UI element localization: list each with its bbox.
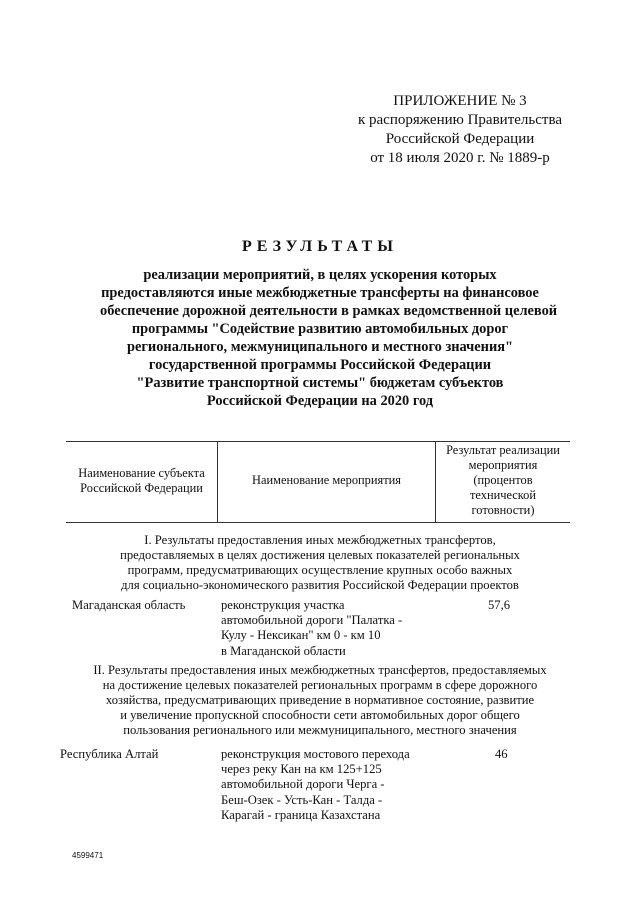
document-number: 4599471 bbox=[72, 851, 104, 860]
section-heading-line: I. Результаты предоставления иных межбюджетных трансфертов, bbox=[144, 533, 496, 547]
section-heading-line: хозяйства, предусматривающих приведение в нормативное состояние, развитие bbox=[105, 693, 535, 707]
section-heading-line: и увеличение пропускной способности сети автомобильных дорог общего bbox=[120, 708, 520, 722]
subtitle-line: регионального, межмуниципального и местного значения" bbox=[126, 339, 514, 355]
section-heading-line: на достижение целевых показателей региональных программ в сфере дорожного bbox=[102, 678, 538, 692]
document-title: РЕЗУЛЬТАТЫ bbox=[241, 238, 399, 255]
row-value: 46 bbox=[495, 747, 508, 761]
row-event bbox=[221, 747, 410, 823]
row-event-line: через реку Кан на км 125+125 bbox=[221, 762, 382, 777]
header-result bbox=[436, 443, 570, 518]
header-result-line: (процентов bbox=[473, 473, 533, 487]
table-header-top-border bbox=[66, 441, 570, 442]
table-header-bottom-border bbox=[66, 522, 570, 523]
row-region: Республика Алтай bbox=[60, 747, 159, 761]
header-result-line: готовности) bbox=[471, 503, 535, 517]
row-event-line: Кулу - Нексикан" км 0 - км 10 bbox=[221, 628, 381, 643]
header-result-line: мероприятия bbox=[468, 458, 538, 472]
row-event-line: автомобильной дороги "Палатка - bbox=[221, 613, 403, 628]
subtitle-line: Российской Федерации на 2020 год bbox=[206, 393, 434, 409]
annex-title: ПРИЛОЖЕНИЕ № 3 bbox=[393, 93, 527, 109]
section-heading-1 bbox=[60, 533, 580, 593]
subtitle-line: государственной программы Российской Федерации bbox=[148, 357, 492, 373]
row-event-line: автомобильной дороги Черга - bbox=[221, 777, 385, 792]
annex-block bbox=[330, 92, 590, 168]
row-event-line: в Магаданской области bbox=[221, 643, 346, 658]
header-event bbox=[218, 473, 435, 488]
row-value: 57,6 bbox=[488, 598, 511, 612]
section-heading-line: пользования регионального или межмуниципального, местного значения bbox=[123, 723, 517, 737]
section-heading-2 bbox=[60, 663, 580, 738]
subtitle-line: программы "Содействие развитию автомобильных дорог bbox=[131, 321, 509, 337]
subtitle-line: "Развитие транспортной системы" бюджетам субъектов bbox=[136, 375, 504, 391]
annex-line-order: к распоряжению Правительства bbox=[357, 112, 562, 128]
subtitle-line: обеспечение дорожной деятельности в рамках ведомственной целевой bbox=[100, 303, 558, 319]
subtitle-line: предоставляются иные межбюджетные трансферты на финансовое bbox=[101, 285, 539, 301]
row-event-line: реконструкция участка bbox=[221, 598, 345, 612]
section-heading-line: программ, предусматривающих осуществление крупных особо важных bbox=[127, 563, 513, 577]
header-result-line: Результат реализации bbox=[446, 443, 560, 457]
row-event bbox=[221, 598, 402, 659]
header-region bbox=[66, 466, 217, 496]
header-event-line: Наименование мероприятия bbox=[252, 473, 401, 487]
section-heading-line: II. Результаты предоставления иных межбюджетных трансфертов, предоставляемых bbox=[93, 663, 547, 677]
header-region-line: Российской Федерации bbox=[80, 481, 203, 495]
row-region: Магаданская область bbox=[72, 598, 186, 612]
header-region-line: Наименование субъекта bbox=[78, 466, 205, 480]
section-heading-line: для социально-экономического развития Российской Федерации проектов bbox=[121, 578, 519, 592]
annex-line-date: от 18 июля 2020 г. № 1889-р bbox=[370, 150, 550, 166]
subtitle-line: реализации мероприятий, в целях ускорения которых bbox=[143, 267, 497, 283]
row-event-line: Беш-Озек - Усть-Кан - Талда - bbox=[221, 792, 383, 807]
annex-line-government: Российской Федерации bbox=[385, 131, 535, 147]
header-result-line: технической bbox=[470, 488, 536, 502]
row-event-line: Карагай - граница Казахстана bbox=[221, 807, 381, 822]
document-subtitle bbox=[100, 266, 558, 410]
section-heading-line: предоставляемых в целях достижения целевых показателей региональных bbox=[120, 548, 520, 562]
row-event-line: реконструкция мостового перехода bbox=[221, 747, 410, 761]
